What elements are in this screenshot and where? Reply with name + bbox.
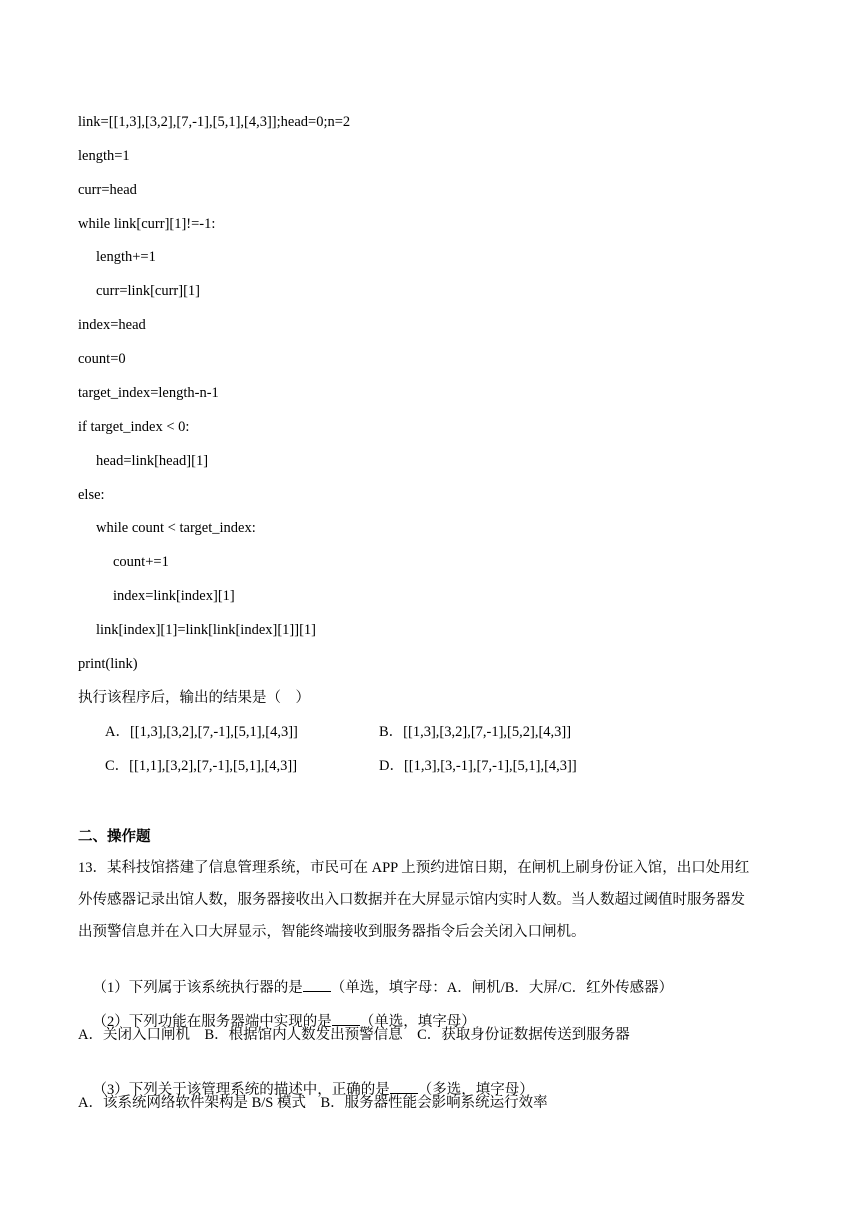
q13-sub2-options: A．关闭入口闸机 B．根据馆内人数发出预警信息 C．获取身份证数据传送到服务器 xyxy=(78,1027,630,1043)
option-d: D．[[1,3],[3,-1],[7,-1],[5,1],[4,3]] xyxy=(379,758,577,774)
option-b: B．[[1,3],[3,2],[7,-1],[5,2],[4,3]] xyxy=(379,724,572,740)
code-line: link[index][1]=link[link[index][1]][1] xyxy=(96,622,316,638)
question-prompt: 执行该程序后，输出的结果是（ ） xyxy=(78,690,310,706)
q13-sub2-text: （2）下列功能在服务器端中实现的是 xyxy=(92,1014,332,1030)
code-line: link=[[1,3],[3,2],[7,-1],[5,1],[4,3]];head=0;n=2 xyxy=(78,114,351,130)
section-title: 二、操作题 xyxy=(78,829,151,845)
answer-blank xyxy=(390,1079,418,1094)
code-line: curr=head xyxy=(78,182,137,198)
code-line: index=head xyxy=(78,317,146,333)
code-line: count+=1 xyxy=(113,554,169,570)
q13-sub3-text: （3）下列关于该管理系统的描述中，正确的是 xyxy=(92,1082,390,1098)
code-line: length=1 xyxy=(78,148,130,164)
q13-sub1-hint: （单选，填字母：A．闸机/B．大屏/C．红外传感器） xyxy=(330,980,674,996)
code-line: count=0 xyxy=(78,351,126,367)
answer-blank xyxy=(332,1011,360,1026)
q13-sub3-options: A．该系统网络软件架构是 B/S 模式 B．服务器性能会影响系统运行效率 xyxy=(78,1095,548,1111)
q13-intro: 外传感器记录出馆人数，服务器接收出入口数据并在大屏显示馆内实时人数。当人数超过阈值时服务器发 xyxy=(78,892,745,908)
code-line: target_index=length-n-1 xyxy=(78,385,219,401)
code-line: if target_index < 0: xyxy=(78,419,190,435)
q13-sub3-hint: （多选，填字母） xyxy=(417,1082,534,1098)
option-c: C．[[1,1],[3,2],[7,-1],[5,1],[4,3]] xyxy=(105,758,298,774)
q13-intro: 出预警信息并在入口大屏显示，智能终端接收到服务器指令后会关闭入口闸机。 xyxy=(78,924,586,940)
code-line: print(link) xyxy=(78,656,138,672)
code-line: length+=1 xyxy=(96,249,156,265)
option-a: A．[[1,3],[3,2],[7,-1],[5,1],[4,3]] xyxy=(105,724,298,740)
answer-blank xyxy=(303,977,331,992)
code-line: curr=link[curr][1] xyxy=(96,283,200,299)
code-line: index=link[index][1] xyxy=(113,588,235,604)
q13-sub1-text: （1）下列属于该系统执行器的是 xyxy=(92,980,303,996)
q13-sub2-hint: （单选，填字母） xyxy=(359,1014,476,1030)
code-line: while count < target_index: xyxy=(96,520,256,536)
code-line: while link[curr][1]!=-1: xyxy=(78,216,216,232)
code-line: head=link[head][1] xyxy=(96,453,209,469)
q13-intro: 13．某科技馆搭建了信息管理系统，市民可在 APP 上预约进馆日期，在闸机上刷身份证入馆，出口处用红 xyxy=(78,860,750,876)
code-line: else: xyxy=(78,487,105,503)
